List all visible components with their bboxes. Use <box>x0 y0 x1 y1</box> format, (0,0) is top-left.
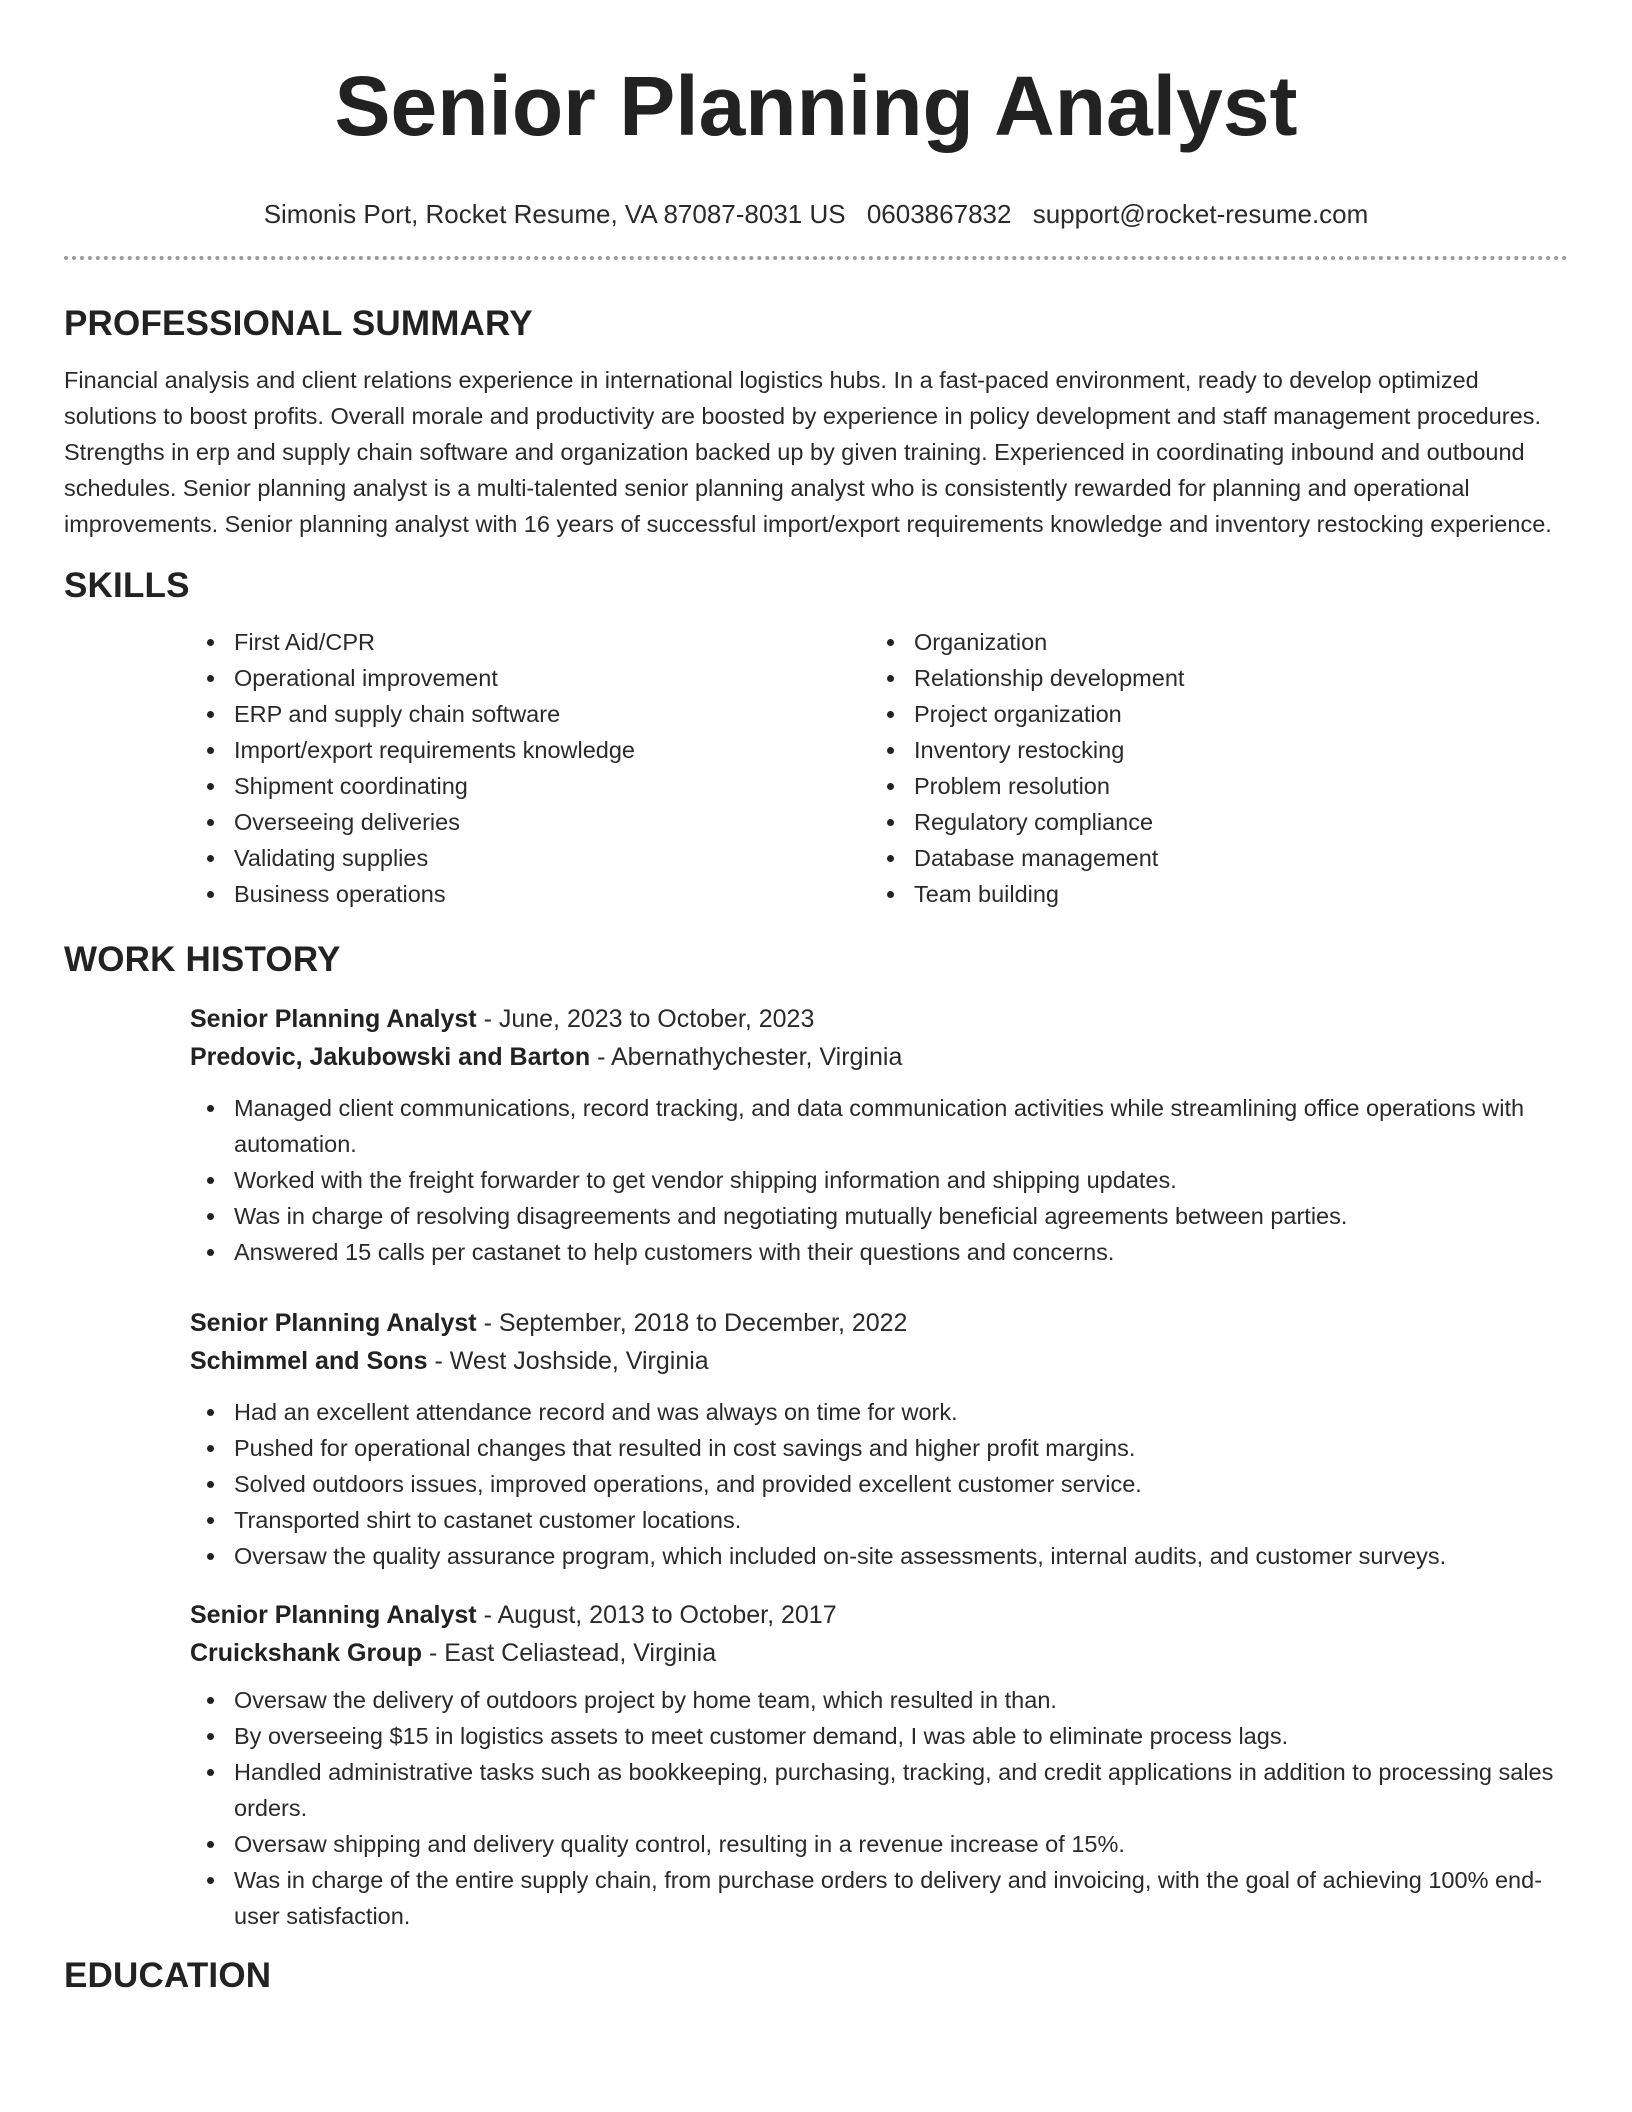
job-title-line <box>190 1596 1568 1634</box>
job-duties <box>190 1682 1568 1934</box>
job-duty: Handled administrative tasks such as bookkeeping, purchasing, tracking, and credit applications in addition to processing sales orders. <box>234 1754 1568 1826</box>
skill-item: Problem resolution <box>914 768 1550 804</box>
job-title-line <box>190 1000 1568 1038</box>
contact-line <box>64 198 1568 230</box>
job-location: - West Joshside, Virginia <box>427 1347 709 1375</box>
work-history-heading: WORK HISTORY <box>64 940 341 979</box>
skill-item: Inventory restocking <box>914 732 1550 768</box>
job-duty: Transported shirt to castanet customer locations. <box>234 1502 1568 1538</box>
job-duty: Was in charge of resolving disagreements and negotiating mutually beneficial agreements between parties. <box>234 1198 1568 1234</box>
job-duty: Solved outdoors issues, improved operations, and provided excellent customer service. <box>234 1466 1568 1502</box>
resume-name: Senior Planning Analyst <box>334 59 1298 153</box>
skill-item: Database management <box>914 840 1550 876</box>
job-duties <box>190 1394 1568 1574</box>
skills-column-right <box>870 624 1550 912</box>
skill-item: Validating supplies <box>234 840 870 876</box>
skill-item: Business operations <box>234 876 870 912</box>
job-location: - East Celiastead, Virginia <box>422 1639 717 1667</box>
contact-address: Simonis Port, Rocket Resume, VA 87087-8031 US <box>263 199 846 229</box>
job-duty: Pushed for operational changes that resulted in cost savings and higher profit margins. <box>234 1430 1568 1466</box>
education-heading: EDUCATION <box>64 1956 272 1995</box>
skills-column-left <box>190 624 870 912</box>
job-role: Senior Planning Analyst <box>190 1005 477 1033</box>
skill-item: Team building <box>914 876 1550 912</box>
job-company: Schimmel and Sons <box>190 1347 428 1375</box>
job-duty: Answered 15 calls per castanet to help customers with their questions and concerns. <box>234 1234 1568 1270</box>
skill-item: Overseeing deliveries <box>234 804 870 840</box>
job-duty: By overseeing $15 in logistics assets to meet customer demand, I was able to eliminate process lags. <box>234 1718 1568 1754</box>
job-dates: - June, 2023 to October, 2023 <box>476 1005 815 1033</box>
job-duty: Was in charge of the entire supply chain, from purchase orders to delivery and invoicing, with the goal of achieving 100% end-user satisfaction. <box>234 1862 1568 1934</box>
skill-item: Shipment coordinating <box>234 768 870 804</box>
summary-heading: PROFESSIONAL SUMMARY <box>64 304 533 343</box>
job-duties <box>190 1090 1568 1270</box>
job-entry <box>190 1000 1568 1270</box>
job-company: Cruickshank Group <box>190 1639 422 1667</box>
job-duty: Worked with the freight forwarder to get vendor shipping information and shipping updates. <box>234 1162 1568 1198</box>
header-divider <box>64 256 1568 260</box>
contact-email: support@rocket-resume.com <box>1032 199 1369 229</box>
job-company-line <box>190 1038 1568 1076</box>
job-role: Senior Planning Analyst <box>190 1309 477 1337</box>
skill-item: Relationship development <box>914 660 1550 696</box>
summary-text: Financial analysis and client relations experience in international logistics hubs. In a fast-paced environment, ready to develop optimized solutions to boost profits. Overall morale and productivity are boosted by experience in policy development and staff management procedures. Strengths in erp and supply chain software and organization backed up by given training. Experienced in coordinating inbound and outbound schedules. Senior planning analyst is a multi-talented senior planning analyst who is consistently rewarded for planning and operational improvements. Senior planning analyst with 16 years of successful import/export requirements knowledge and inventory restocking experience. <box>64 367 1552 537</box>
skills-heading: SKILLS <box>64 566 190 605</box>
job-duty: Had an excellent attendance record and was always on time for work. <box>234 1394 1568 1430</box>
contact-phone: 0603867832 <box>866 199 1012 229</box>
job-duty: Managed client communications, record tracking, and data communication activities while streamlining office operations with automation. <box>234 1090 1568 1162</box>
skill-item: Project organization <box>914 696 1550 732</box>
job-entry <box>190 1596 1568 1934</box>
job-dates: - August, 2013 to October, 2017 <box>476 1601 837 1629</box>
job-company: Predovic, Jakubowski and Barton <box>190 1043 591 1071</box>
skill-item: Organization <box>914 624 1550 660</box>
job-company-line <box>190 1342 1568 1380</box>
job-location: - Abernathychester, Virginia <box>590 1043 903 1071</box>
skill-item: Operational improvement <box>234 660 870 696</box>
job-entry <box>190 1304 1568 1574</box>
job-company-line <box>190 1634 1568 1672</box>
skill-item: ERP and supply chain software <box>234 696 870 732</box>
job-duty: Oversaw shipping and delivery quality control, resulting in a revenue increase of 15%. <box>234 1826 1568 1862</box>
job-title-line <box>190 1304 1568 1342</box>
job-role: Senior Planning Analyst <box>190 1601 477 1629</box>
job-dates: - September, 2018 to December, 2022 <box>476 1309 908 1337</box>
skill-item: Regulatory compliance <box>914 804 1550 840</box>
skills-list <box>190 624 1568 912</box>
skill-item: First Aid/CPR <box>234 624 870 660</box>
job-duty: Oversaw the quality assurance program, which included on-site assessments, internal audits, and customer surveys. <box>234 1538 1568 1574</box>
job-duty: Oversaw the delivery of outdoors project by home team, which resulted in than. <box>234 1682 1568 1718</box>
skill-item: Import/export requirements knowledge <box>234 732 870 768</box>
